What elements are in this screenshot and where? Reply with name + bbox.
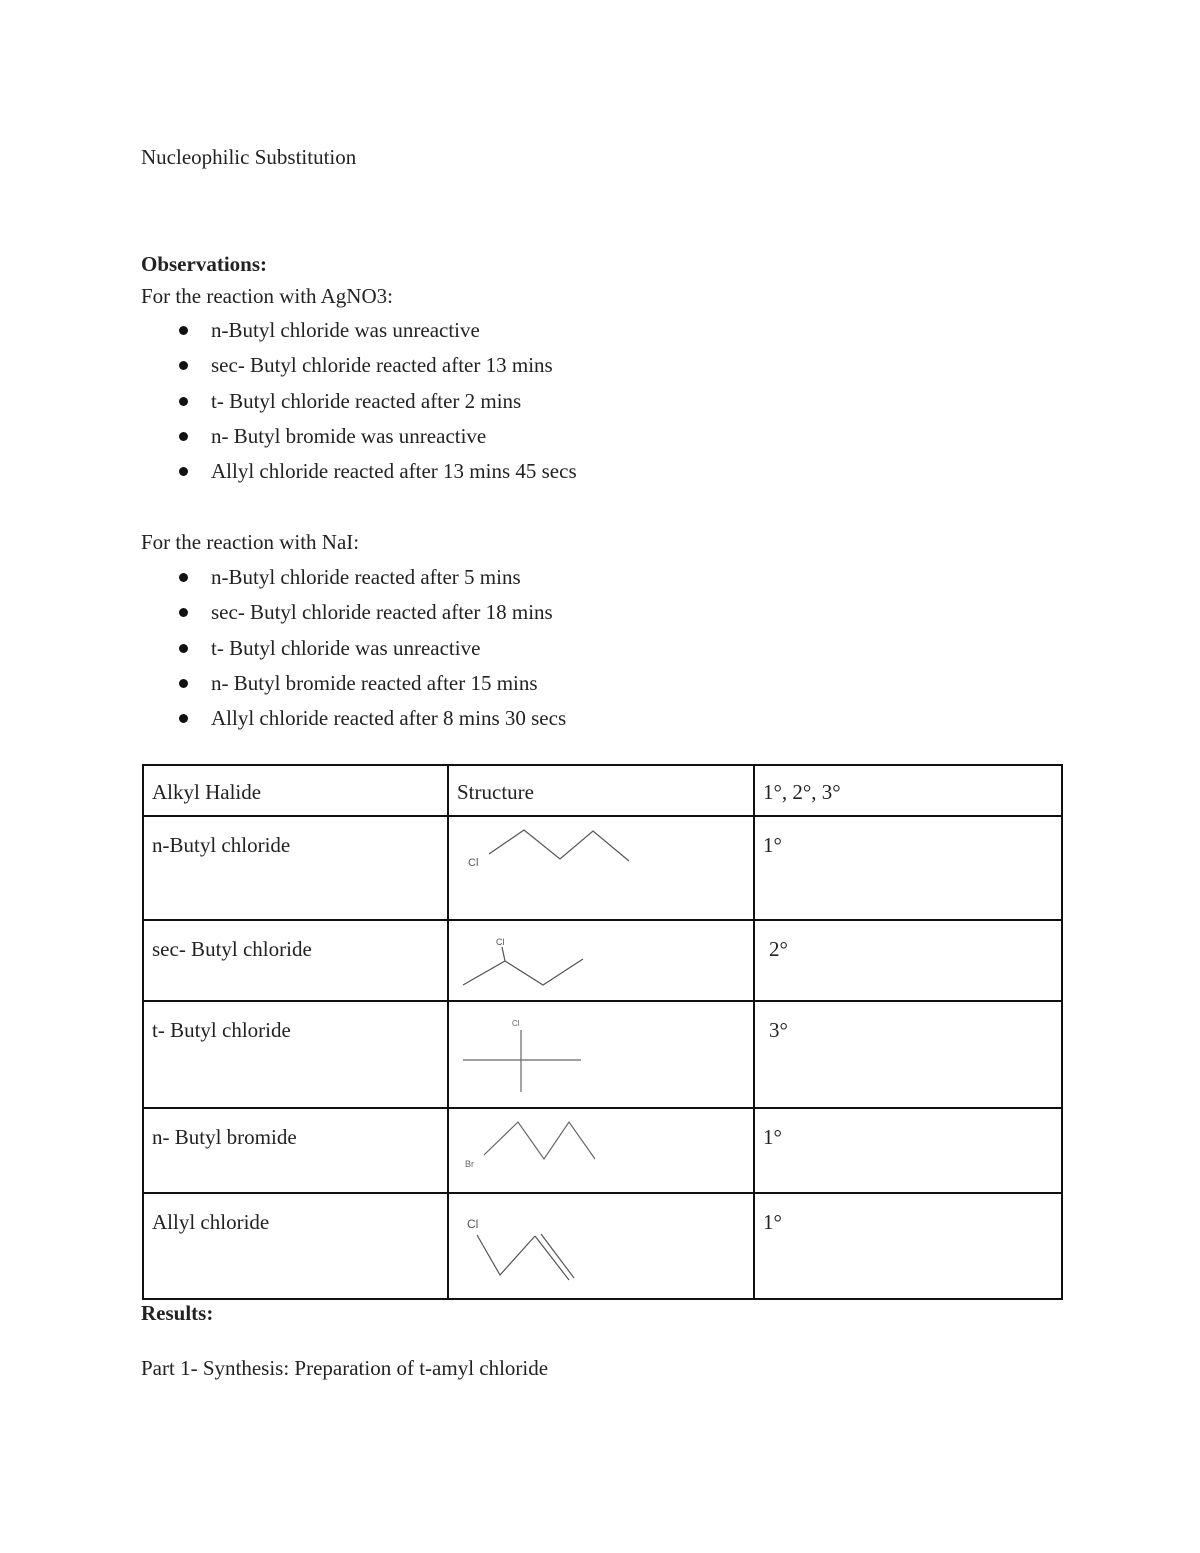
carbon-chain [489,830,629,861]
list-item-text: n-Butyl chloride reacted after 5 mins [211,565,521,589]
list-item [141,387,577,422]
list-item-text: t- Butyl chloride reacted after 2 mins [211,388,522,413]
row-degree: 2° [754,920,1062,1001]
row-name: n-Butyl chloride [143,816,448,920]
list-item-text: n-Butyl chloride was unreactive [211,318,480,342]
table-row [143,816,1062,920]
list-item-text: n- Butyl bromide reacted after 15 mins [211,670,538,695]
agno3-list [141,316,577,492]
carbon-chain [463,959,583,985]
bullet-icon [179,679,188,688]
chloro-bond [502,947,505,961]
bullet-icon [179,432,188,441]
double-bond-second-line [541,1234,574,1278]
row-degree: 1° [754,1193,1062,1299]
atom-label: Br [465,1159,474,1169]
list-item [141,457,577,492]
table-header-row [143,765,1062,816]
bullet-icon [179,361,188,370]
list-item-text: Allyl chloride reacted after 8 mins 30 secs [211,706,567,731]
table-row [143,920,1062,1001]
part1-heading: Part 1- Synthesis: Preparation of t-amyl chloride [141,1356,549,1380]
row-degree: 3° [754,1001,1062,1108]
list-item-text: n- Butyl bromide was unreactive [211,423,487,448]
list-item [141,351,577,386]
allyl-chloride-structure [449,1194,749,1298]
double-bond [535,1236,569,1280]
list-item [141,563,566,598]
header-degree: 1°, 2°, 3° [754,765,1062,816]
atom-label: Cl [468,857,479,869]
list-item-text: sec- Butyl chloride reacted after 13 mins [211,353,553,378]
atom-label: Cl [496,937,505,947]
bullet-icon [179,397,188,406]
bullet-icon [179,644,188,653]
row-degree: 1° [754,816,1062,920]
structure-cell [448,1001,754,1108]
list-item [141,704,566,739]
observations-heading: Observations: [141,252,267,276]
structure-cell [448,920,754,1001]
row-degree: 1° [754,1108,1062,1193]
bullet-icon [179,714,188,723]
n-butyl-bromide-structure [449,1109,749,1193]
list-item [141,598,566,633]
atom-label: Cl [512,1019,520,1028]
bullet-icon [179,608,188,617]
bullet-icon [179,573,188,582]
structure-cell [448,1108,754,1193]
n-butyl-chloride-structure [449,817,749,917]
structure-cell [448,816,754,920]
list-item [141,316,577,351]
list-item-text: t- Butyl chloride was unreactive [211,635,481,660]
carbon-chain [484,1122,595,1159]
t-butyl-chloride-structure [449,1002,749,1107]
alkyl-halide-table [142,764,1063,1300]
nai-list [141,563,566,739]
list-item [141,669,566,704]
agno3-intro: For the reaction with AgNO3: [141,284,393,308]
structure-cell [448,1193,754,1299]
table-row [143,1001,1062,1108]
atom-label: Cl [467,1217,479,1231]
list-item-text: sec- Butyl chloride reacted after 18 mins [211,600,553,625]
row-name: t- Butyl chloride [143,1001,448,1108]
header-alkyl-halide: Alkyl Halide [143,765,448,816]
carbon-chain [477,1235,535,1275]
table-row [143,1108,1062,1193]
row-name: n- Butyl bromide [143,1108,448,1193]
row-name: Allyl chloride [143,1193,448,1299]
table-row [143,1193,1062,1299]
bullet-icon [179,467,188,476]
sec-butyl-chloride-structure [449,921,749,1001]
header-structure: Structure [448,765,754,816]
bullet-icon [179,326,188,335]
page-title: Nucleophilic Substitution [141,145,357,169]
row-name: sec- Butyl chloride [143,920,448,1001]
list-item [141,422,577,457]
results-heading: Results: [141,1301,214,1325]
nai-intro: For the reaction with NaI: [141,530,360,554]
list-item [141,634,566,669]
list-item-text: Allyl chloride reacted after 13 mins 45 secs [211,459,577,484]
